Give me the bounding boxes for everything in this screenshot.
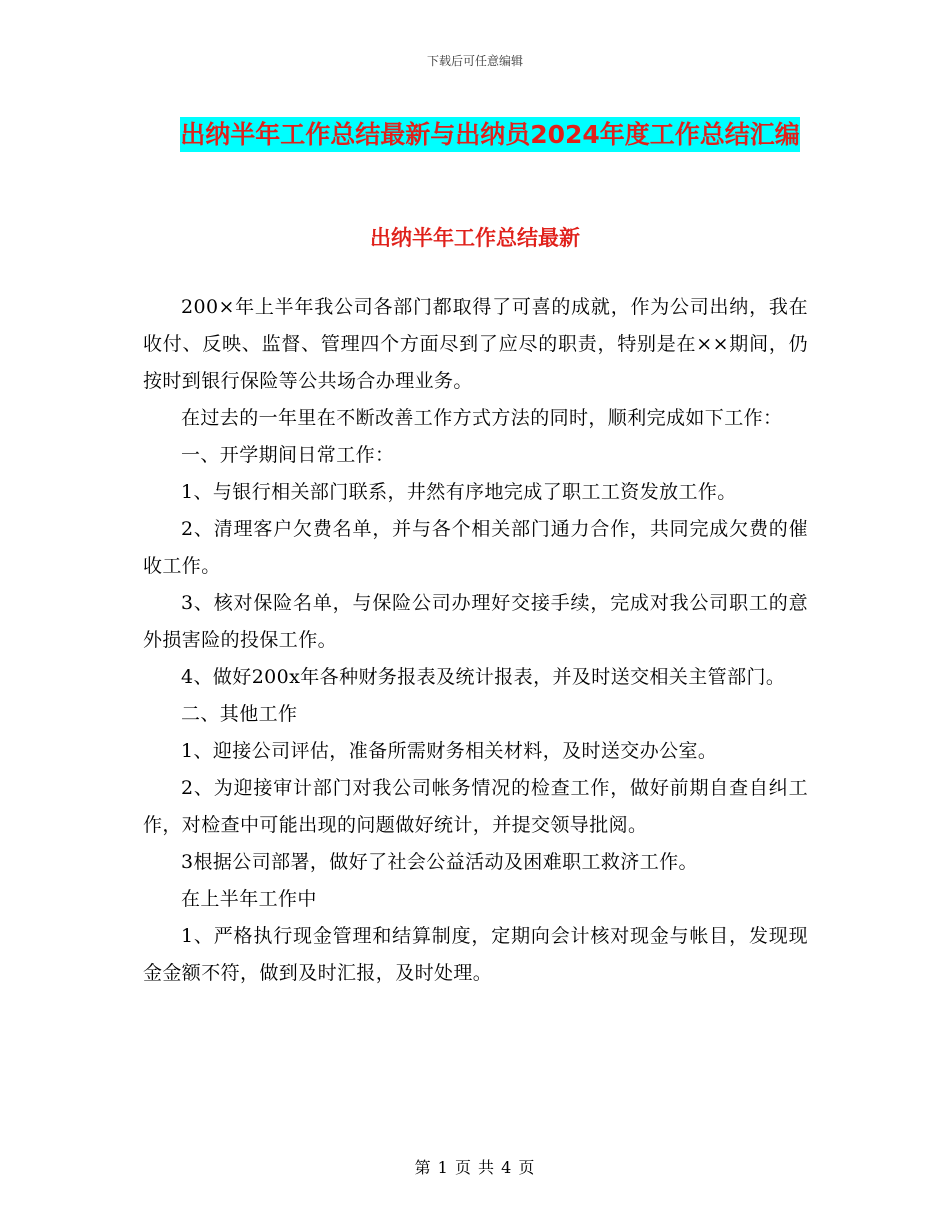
paragraph: 二、其他工作 [181,703,298,725]
paragraph: 在过去的一年里在不断改善工作方式方法的同时，顺利完成如下工作： [181,407,783,429]
paragraph: 3根据公司部署，做好了社会公益活动及困难职工救济工作。 [181,851,698,873]
paragraph: 1、与银行相关部门联系，井然有序地完成了职工工资发放工作。 [181,481,737,503]
page-number: 第 1 页 共 4 页 [414,1158,536,1177]
paragraph: 1、迎接公司评估，准备所需财务相关材料，及时送交办公室。 [181,740,718,762]
section-title: 出纳半年工作总结最新 [370,226,580,250]
paragraph: 200×年上半年我公司各部门都取得了可喜的成就，作为公司出纳，我在收付、反映、监督、管理四个方面尽到了应尽的职责，特别是在××期间，仍按时到银行保险等公共场合办理业务。 [143,296,808,392]
paragraph: 一、开学期间日常工作： [181,444,395,466]
page-header-note: 下载后可任意编辑 [426,54,523,68]
paragraph: 3、核对保险名单，与保险公司办理好交接手续，完成对我公司职工的意外损害险的投保工作。 [143,592,808,651]
document-title-text: 出纳半年工作总结最新与出纳员2024年度工作总结汇编 [180,117,800,152]
paragraph: 1、严格执行现金管理和结算制度，定期向会计核对现金与帐目，发现现金金额不符，做到及时汇报，及时处理。 [143,925,808,984]
paragraph: 4、做好200x年各种财务报表及统计报表，并及时送交相关主管部门。 [181,666,786,688]
paragraph: 2、清理客户欠费名单，并与各个相关部门通力合作，共同完成欠费的催收工作。 [143,518,808,577]
paragraph: 在上半年工作中 [181,888,317,910]
paragraph: 2、为迎接审计部门对我公司帐务情况的检查工作，做好前期自查自纠工作，对检查中可能出现的问题做好统计，并提交领导批阅。 [143,777,808,836]
document-body [143,289,808,992]
document-title [140,112,840,157]
